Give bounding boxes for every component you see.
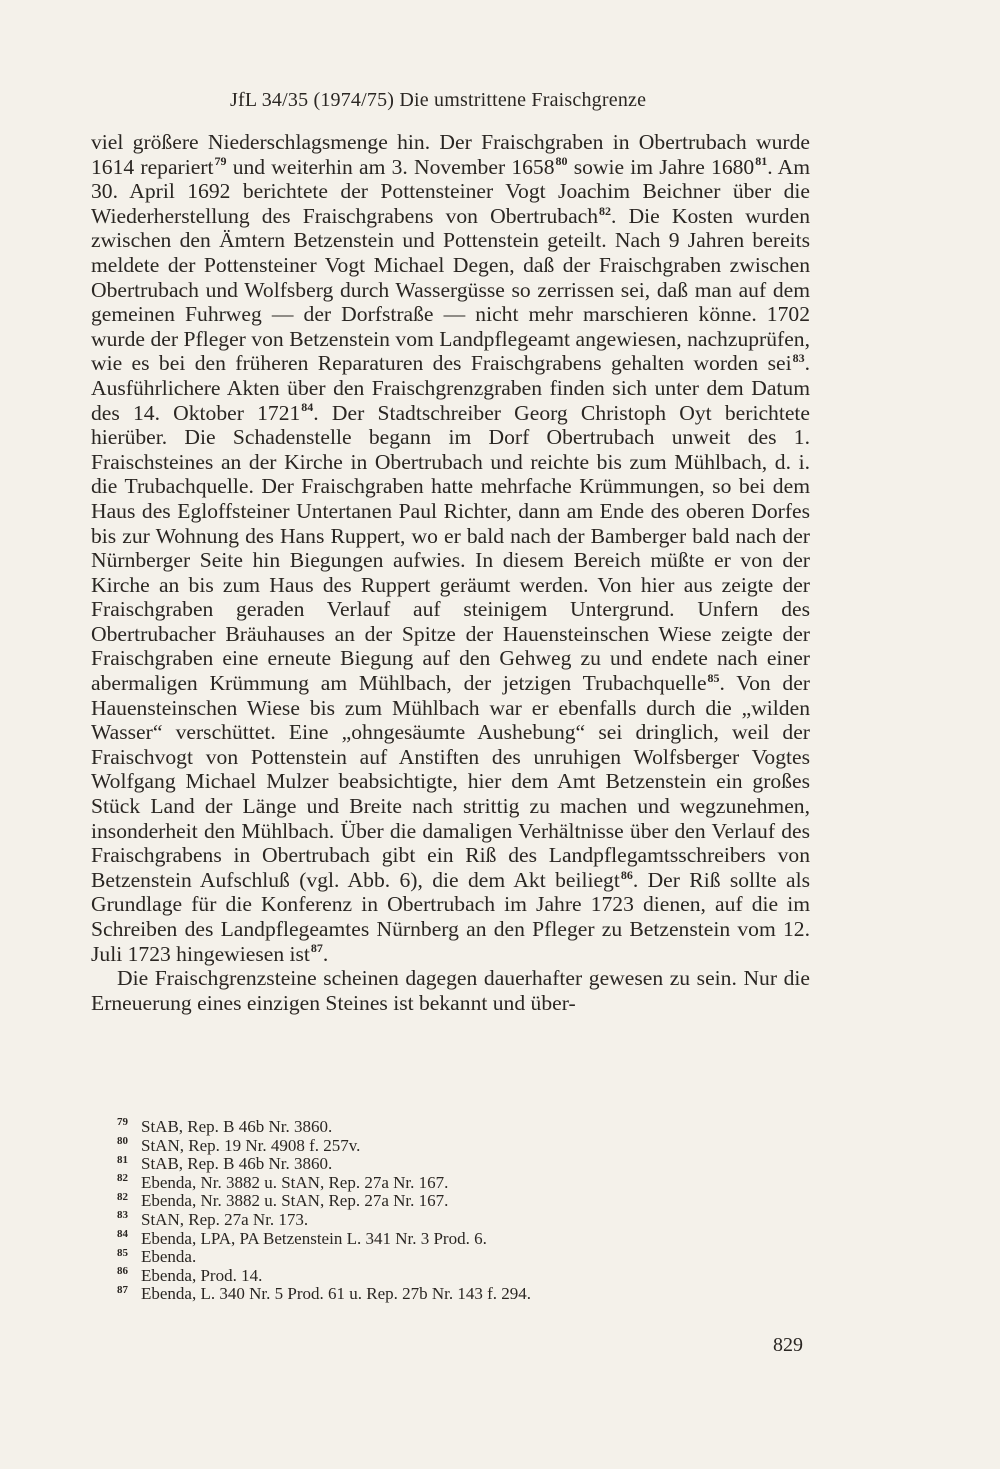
footnote-marker[interactable]: 84 bbox=[301, 400, 314, 415]
footnote-item: 83 StAN, Rep. 27a Nr. 173. bbox=[117, 1209, 309, 1229]
footnote-text: Ebenda, LPA, PA Betzenstein L. 341 Nr. 3 Prod. 6. bbox=[141, 1228, 487, 1248]
text-run: . Ausführlichere Akten über den Fraischgrenzgraben finden sich unter dem Datum des 14. Oktober 1721 bbox=[91, 351, 810, 425]
footnote-marker[interactable]: 79 bbox=[214, 154, 227, 169]
text-run: . Die Kosten wurden zwischen den Ämtern Betzenstein und Pottenstein geteilt. Nach 9 Jahren bereits meldete der Pottensteiner Vogt Michael Degen, daß der Fraischgraben zwischen Obertrubach und Wolfsberg durch Wassergüsse so zerrissen sei, daß man auf dem gemeinen Fuhrweg — der Dorfstraße — nicht mehr marschieren könne. 1702 wurde der Pfleger von Betzenstein vom Landpflegeamt angewiesen, nachzuprüfen, wie es bei den früheren Reparaturen des Fraischgrabens gehalten worden sei bbox=[91, 203, 810, 376]
footnote-item: 87 Ebenda, L. 340 Nr. 5 Prod. 61 u. Rep. 27b Nr. 143 f. 294. bbox=[117, 1283, 532, 1304]
page-number: 829 bbox=[773, 1334, 803, 1356]
footnote-text: Ebenda, Nr. 3882 u. StAN, Rep. 27a Nr. 167. bbox=[141, 1172, 449, 1192]
paragraph bbox=[91, 966, 810, 1015]
footnote-item: 84 Ebenda, LPA, PA Betzenstein L. 341 Nr. 3 Prod. 6. bbox=[117, 1227, 487, 1248]
footnote-item: 82 Ebenda, Nr. 3882 u. StAN, Rep. 27a Nr. 167. bbox=[117, 1190, 449, 1211]
text-run: . Der Stadtschreiber Georg Christoph Oyt berichtete hierüber. Die Schadenstelle begann im Dorf Obertrubach unweit des 1. Fraischsteines an der Kirche in Obertrubach und reichte bis zum Mühlbach, d. i. die Trubachquelle. Der Fraischgraben hatte mehrfache Krümmungen, so bei dem Haus des Egloffsteiner Untertanen Paul Richter, dann am Ende des oberen Dorfes bis zur Wohnung des Hans Ruppert, wo er bald nach der Bamberger bald nach der Nürnberger Seite hin Biegungen aufwies. In diesem Bereich müßte er von der Kirche an bis zum Haus des Ruppert geräumt werden. Von hier aus zeigte der Fraischgraben geraden Verlauf auf steinigem Untergrund. Unfern des Obertrubacher Bräuhauses an der Spitze der Hauensteinschen Wiese zeigte der Fraischgraben eine erneute Biegung auf den Gehweg zu und endete nach einer abermaligen Krümmung am Mühlbach, der jetzigen Trubachquelle bbox=[91, 400, 810, 696]
footnote-text: StAB, Rep. B 46b Nr. 3860. bbox=[141, 1154, 333, 1174]
footnote-text: Ebenda, Prod. 14. bbox=[141, 1265, 263, 1285]
footnote-marker[interactable]: 81 bbox=[755, 154, 768, 169]
footnote-item: 80 StAN, Rep. 19 Nr. 4908 f. 257v. bbox=[117, 1134, 361, 1155]
footnote-marker[interactable]: 87 bbox=[310, 941, 323, 956]
footnotes bbox=[117, 1118, 737, 1304]
footnote-marker[interactable]: 80 bbox=[555, 154, 568, 169]
footnote-text: Ebenda, L. 340 Nr. 5 Prod. 61 u. Rep. 27b Nr. 143 f. 294. bbox=[141, 1284, 532, 1304]
text-run: Die Fraischgrenzsteine scheinen dagegen dauerhafter gewesen zu sein. Nur die Erneuerung eines einzigen Steines ist bekannt und über- bbox=[91, 966, 810, 1015]
footnote-marker[interactable]: 86 bbox=[620, 867, 633, 882]
footnote-text: Ebenda, Nr. 3882 u. StAN, Rep. 27a Nr. 167. bbox=[141, 1191, 449, 1211]
running-head: JfL 34/35 (1974/75) Die umstrittene Fraischgrenze bbox=[230, 89, 647, 111]
footnote-item: 85 Ebenda. bbox=[117, 1246, 197, 1267]
text-run: und weiterhin am 3. November 1658 bbox=[226, 154, 555, 179]
footnote-text: StAB, Rep. B 46b Nr. 3860. bbox=[141, 1117, 333, 1136]
text-run: . bbox=[322, 941, 329, 966]
text-run: . Der Riß sollte als Grundlage für die Konferenz in Obertrubach im Jahre 1723 dienen, auf die im Schreiben des Landpflegeamtes Nürnberg an den Pfleger zu Betzenstein vom 12. Juli 1723 hingewiesen ist bbox=[91, 867, 810, 966]
footnote-item: 86 Ebenda, Prod. 14. bbox=[117, 1265, 263, 1285]
footnote-item: 79 StAB, Rep. B 46b Nr. 3860. bbox=[117, 1116, 333, 1136]
text-run: . Am 30. April 1692 berichtete der Pottensteiner Vogt Joachim Beichner über die Wiederherstellung des Fraischgrabens von Obertrubach bbox=[91, 154, 811, 228]
footnote-item: 82 Ebenda, Nr. 3882 u. StAN, Rep. 27a Nr. 167. bbox=[117, 1172, 449, 1192]
text-run: . Von der Hauensteinschen Wiese bis zum Mühlbach war er ebenfalls durch die „wilden Wasser“ verschüttet. Eine „ohngesäumte Aushebung“ sei dringlich, weil der Fraischvogt von Pottenstein auf Anstiften des unruhigen Wolfsberger Vogtes Wolfgang Michael Mulzer beabsichtigte, hier dem Amt Betzenstein ein großes Stück Land der Länge und Breite nach strittig zu machen und wegzunehmen, insonderheit den Mühlbach. Über die damaligen Verhältnisse über den Verlauf des Fraischgrabens in Obertrubach gibt ein Riß des Landpflegamtsschreibers von Betzenstein Aufschluß (vgl. Abb. 6), die dem Akt beiliegt bbox=[91, 671, 810, 892]
footnote-marker[interactable]: 83 bbox=[792, 351, 805, 366]
text-run: viel größere Niederschlagsmenge hin. Der Fraischgraben in Obertrubach wurde 1614 repariert bbox=[91, 130, 810, 179]
text-run: sowie im Jahre 1680 bbox=[567, 154, 755, 179]
footnote-marker[interactable]: 85 bbox=[707, 670, 720, 685]
paragraph bbox=[91, 130, 810, 966]
footnote-text: StAN, Rep. 27a Nr. 173. bbox=[141, 1209, 309, 1229]
footnote-text: Ebenda. bbox=[141, 1247, 197, 1267]
body-text bbox=[91, 130, 810, 1015]
footnote-text: StAN, Rep. 19 Nr. 4908 f. 257v. bbox=[141, 1135, 361, 1155]
footnote-item: 81 StAB, Rep. B 46b Nr. 3860. bbox=[117, 1153, 333, 1174]
footnote-marker[interactable]: 82 bbox=[599, 203, 612, 218]
